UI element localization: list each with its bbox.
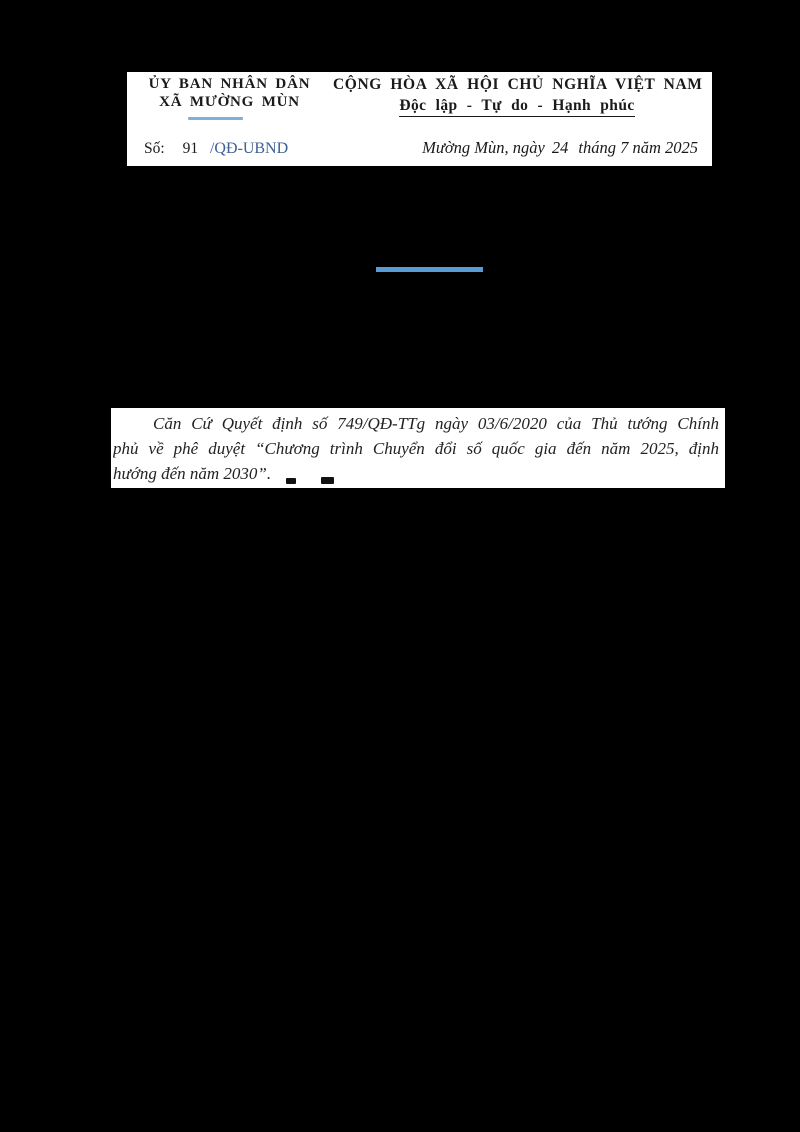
- spellcheck-underline: [188, 117, 243, 120]
- issuer-name-line1: ỦY BAN NHÂN DÂN: [148, 76, 311, 92]
- paragraph-line: Căn Cứ Quyết định số 749/QĐ-TTg ngày 03/6/2020 của Thủ tướng Chính: [153, 414, 719, 433]
- place-date-day: 24: [551, 138, 569, 157]
- document-number-row: [144, 140, 288, 158]
- place-date-line: [333, 138, 701, 158]
- place-date-rest: tháng 7 năm 2025: [578, 138, 698, 157]
- issuer-block: [127, 75, 332, 111]
- legal-basis-paragraph: [113, 411, 719, 486]
- paragraph-line: hướng đến năm 2030”.: [113, 464, 272, 483]
- paragraph-line: phủ về phê duyệt “Chương trình Chuyển đổi số quốc gia đến năm 2025, định: [113, 439, 719, 458]
- document-number-suffix: /QĐ-UBND: [209, 140, 289, 157]
- document-number-label: Số:: [144, 140, 165, 157]
- national-motto: Độc lập - Tự do - Hạnh phúc: [399, 97, 634, 117]
- issuer-name-line2: XÃ MƯỜNG MÙN: [159, 94, 300, 110]
- body-text-panel: [111, 408, 725, 488]
- national-title: CỘNG HÒA XÃ HỘI CHỦ NGHĨA VIỆT NAM: [333, 76, 703, 93]
- cropped-text-fragment: [321, 477, 334, 484]
- document-number-value: 91: [182, 140, 199, 157]
- cropped-text-fragment: [286, 478, 296, 484]
- national-motto-block: [333, 75, 701, 117]
- letterhead-panel: [127, 72, 712, 166]
- place-date-prefix: Mường Mùn, ngày: [422, 138, 545, 157]
- divider-bar: [376, 267, 483, 272]
